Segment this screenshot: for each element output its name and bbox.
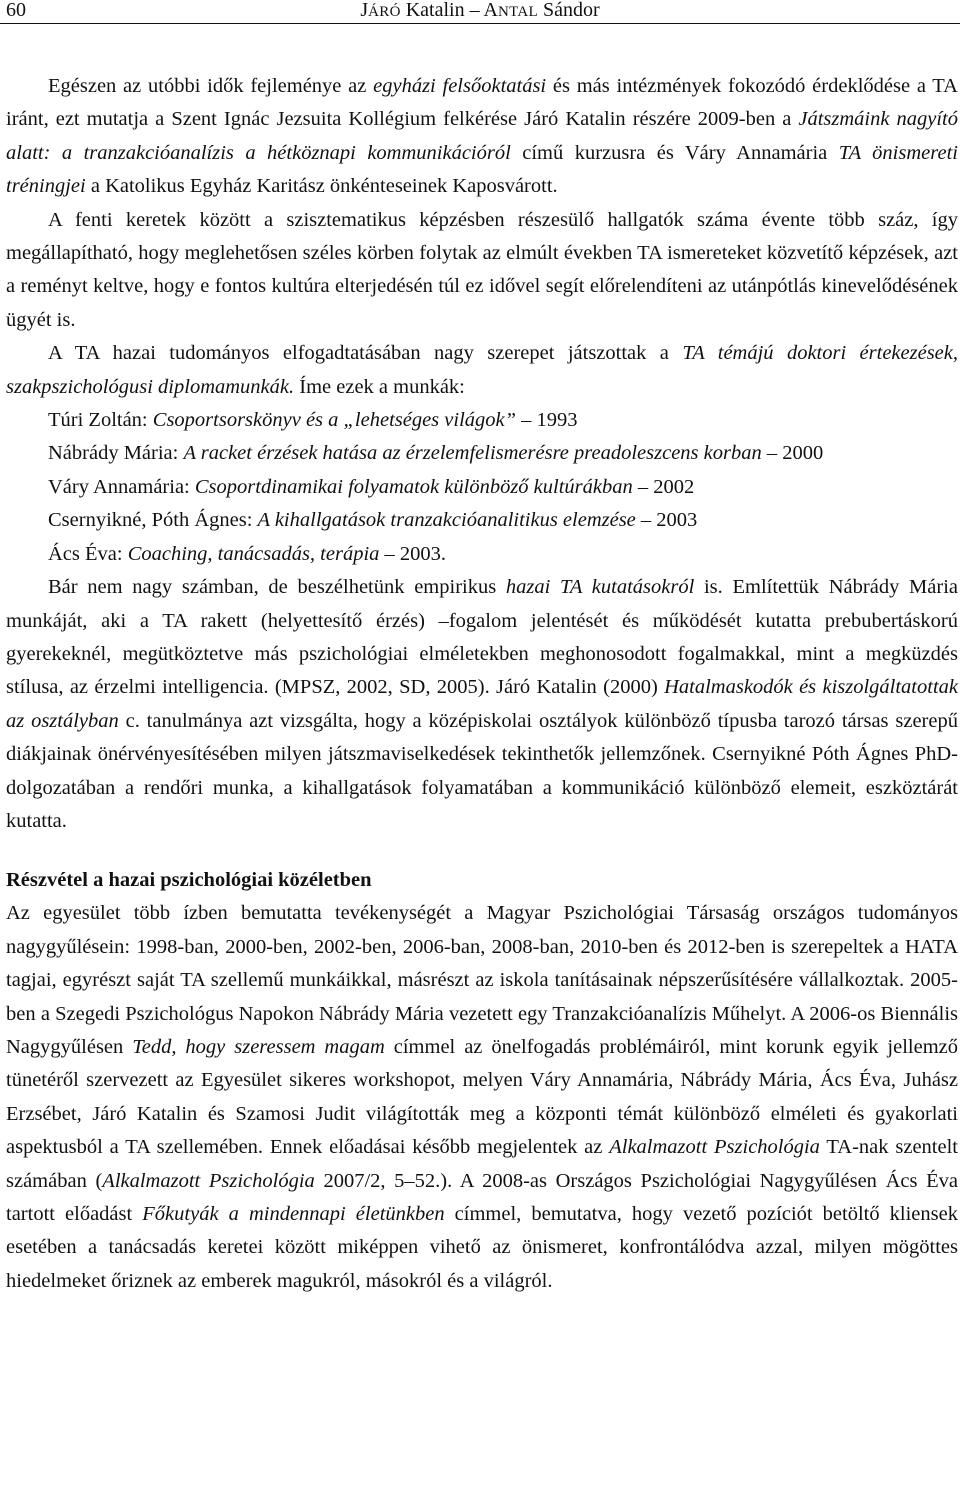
author2-given-name: Sándor — [542, 0, 600, 21]
reference-item — [6, 404, 958, 437]
author-separator: – — [469, 0, 480, 21]
reference-item — [6, 437, 958, 470]
running-header — [0, 0, 960, 24]
running-header-authors — [0, 0, 960, 22]
reference-author: Csernyikné, Póth Ágnes: — [48, 509, 258, 532]
reference-year: – 2003 — [635, 509, 698, 532]
section-heading: Részvétel a hazai pszichológiai közéletben — [6, 869, 372, 892]
reference-author: Ács Éva: — [48, 542, 128, 565]
p4-text-1: Bár nem nagy számban, de beszélhetünk empirikus — [48, 576, 506, 599]
p1-italic-2: Játszmáink nagyító alatt: a tranzakcióanalízis a hétköznapi kommunikációról — [6, 108, 959, 164]
reference-year: – 1993 — [516, 409, 578, 432]
p5-text-5: címmel, bemutatva, hogy vezető pozíciót betöltő kliensek esetében a tanácsadás keretei között miképpen vihető az önismeret, konfrontálódva azzal, milyen mögöttes hiedelmeket őriznek az emberek magukról, másokról és a világról. — [6, 1203, 958, 1292]
author1-initial: J — [360, 0, 369, 21]
reference-item — [6, 504, 958, 537]
reference-title: Csoportsorskönyv és a „lehetséges világok” — [152, 409, 517, 432]
p3-text-1: A TA hazai tudományos elfogadtatásában nagy szerepet játszottak a — [48, 342, 683, 365]
paragraph-2: A fenti keretek között a szisztematikus képzésben részesülő hallgatók száma évente több száz, így megállapítható, hogy meglehetősen széles körben folytak az elmúlt években TA ismereteket közvetítő képzések, azt a reményt keltve, hogy e fontos kultúra elterjedésén túl ez idővel segít előrelendíteni az utánpótlás kinevelődésének ügyét is. — [6, 208, 958, 331]
reference-author: Nábrády Mária: — [48, 442, 184, 465]
reference-title: Coaching, tanácsadás, terápia — [127, 542, 380, 565]
reference-title: Csoportdinamikai folyamatok különböző kultúrákban — [194, 475, 633, 498]
paragraph-3 — [6, 337, 958, 404]
reference-title: A racket érzések hatása az érzelemfelismerésre preadoleszcens korban — [183, 442, 762, 465]
p5-italic-1: Tedd, hogy szeressem magam — [132, 1035, 385, 1058]
p1-text-1: Egészen az utóbbi idők fejleménye az — [48, 75, 374, 97]
page-body — [6, 70, 958, 1298]
p1-italic-1: egyházi felsőoktatási — [373, 75, 547, 97]
reference-year: – 2002 — [632, 475, 695, 498]
p5-text-3: TA-nak szentelt számában ( — [6, 1136, 958, 1192]
author1-surname-rest: ÁRÓ — [368, 4, 401, 20]
p4-text-3: c. tanulmánya azt vizsgálta, hogy a középiskolai osztályok különböző típusba tarozó társas szerepű diákjainak önérvényesítésében milyen játszmaviselkedések tekinthetők jellemzőnek. Csernyikné Póth Ágnes PhD-dolgozatában a rendőri munka, a kihallgatások folyamatában a kommunikáció különböző elemeit, eszköztárát kutatta. — [6, 709, 958, 832]
reference-author: Túri Zoltán: — [48, 409, 153, 432]
p3-italic-1: TA témájú doktori értekezések, szakpszichológusi diplomamunkák. — [6, 342, 959, 398]
p5-italic-2: Alkalmazott Pszichológia — [609, 1136, 820, 1159]
reference-year: – 2000 — [761, 442, 824, 465]
author2-initial: A — [483, 0, 498, 21]
author2-surname-rest: NTAL — [497, 4, 538, 20]
paragraph-4 — [6, 571, 958, 838]
page-number: 60 — [6, 0, 26, 21]
reference-year: – 2003. — [379, 542, 447, 565]
paragraph-1 — [6, 70, 958, 204]
p1-text-4: a Katolikus Egyház Karitász önkénteseinek Kaposvárott. — [85, 175, 558, 198]
p5-text-4: 2007/2, 5–52.). A 2008-as Országos Pszichológiai Nagygyűlésen Ács Éva tartott előadást — [6, 1169, 958, 1225]
reference-title: A kihallgatások tranzakcióanalitikus elemzése — [257, 509, 636, 532]
p4-italic-2: Hatalmaskodók és kiszolgáltatottak az osztályban — [6, 676, 958, 732]
p3-text-2: Íme ezek a munkák: — [294, 375, 465, 398]
reference-item — [6, 538, 958, 571]
p5-italic-4: Főkutyák a mindennapi életünkben — [142, 1203, 445, 1225]
p4-italic-1: hazai TA kutatásokról — [505, 576, 695, 599]
author1-given-name: Katalin — [405, 0, 465, 21]
p5-text-2: címmel az önelfogadás problémáiról, mint korunk egyik jellemző tünetéről szervezett az Egyesület sikeres workshopot, melyen Váry Annamária, Nábrády Mária, Ács Éva, Juhász Erzsébet, Járó Katalin és Szamosi Judit világították meg a központi témát különböző elméleti és gyakorlati aspektusból a TA szellemében. Ennek előadásai később megjelentek az — [6, 1035, 958, 1159]
reference-item — [6, 471, 958, 504]
p1-italic-3: TA önismereti tréningjei — [6, 141, 958, 198]
reference-author: Váry Annamária: — [48, 475, 195, 498]
p4-text-2: is. Említettük Nábrády Mária munkáját, aki a TA rakett (helyettesítő érzés) –fogalom jelentését és működését kutatta prebubertáskorú gyerekeknél, megütköztetve más pszichológiai elméletekben meghonosodott fogalmakkal, mint a megküzdés stílusa, az érzelmi intelligencia. (MPSZ, 2002, SD, 2005). Járó Katalin (2000) — [6, 576, 958, 699]
p1-text-2: és más intézmények fokozódó érdeklődése a TA iránt, ezt mutatja a Szent Ignác Jezsuita Kollégium felkérése Járó Katalin részére 2009-ben a — [6, 75, 958, 131]
p5-text-1: Az egyesület több ízben bemutatta tevékenységét a Magyar Pszichológiai Társaság országos tudományos nagygyűlésein: 1998-ban, 2000-ben, 2002-ben, 2006-ban, 2008-ban, 2010-ben és 2012-ben is szerepeltek a HATA tagjai, egyrészt saját TA szellemű munkáikkal, másrészt az iskola tanításainak népszerűsítésére vállalkoztak. 2005-ben a Szegedi Pszichológus Napokon Nábrády Mária vezetett egy Tranzakcióanalízis Műhelyt. A 2006-os Biennális Nagygyűlésen — [6, 902, 958, 1058]
p5-italic-3: Alkalmazott Pszichológia — [102, 1169, 315, 1192]
p1-text-3: című kurzusra és Váry Annamária — [510, 141, 839, 164]
paragraph-5 — [6, 897, 958, 1298]
